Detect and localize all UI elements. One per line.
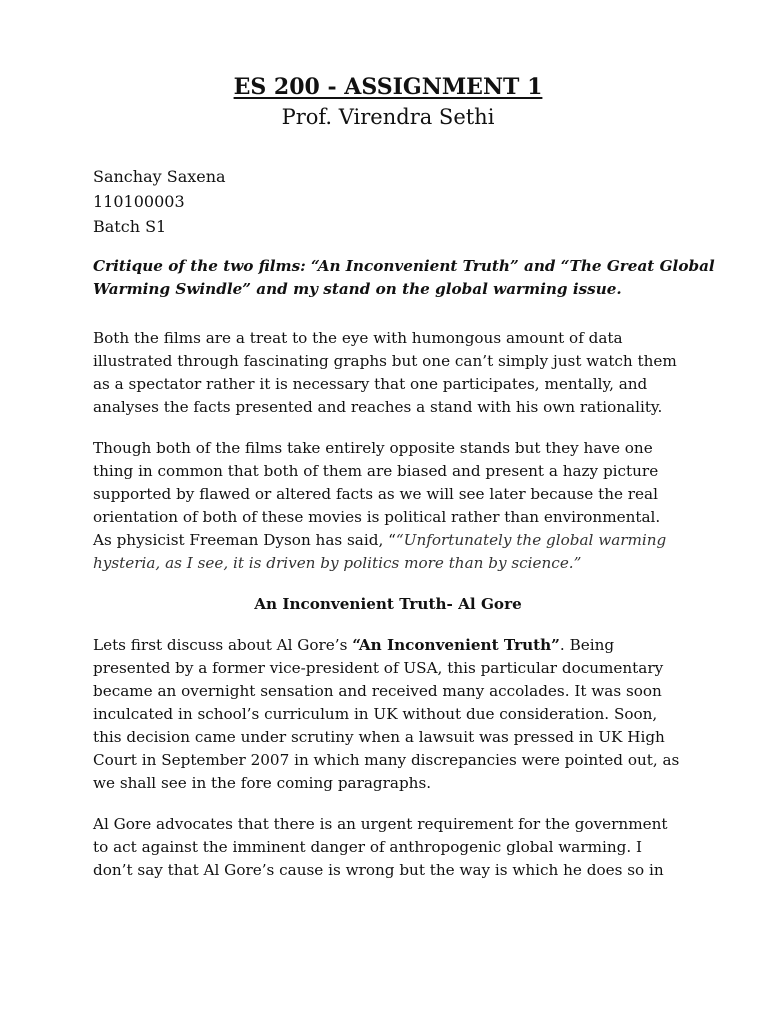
film-title: “An Inconvenient Truth” (352, 636, 560, 654)
text-line: Though both of the films take entirely opposite stands but they have one (93, 439, 653, 457)
student-batch: Batch S1 (93, 217, 167, 236)
critique-line: Warming Swindle” and my stand on the global warming issue. (93, 280, 622, 298)
student-name: Sanchay Saxena (93, 167, 226, 186)
student-roll-number: 110100003 (93, 192, 185, 211)
text-line: Court in September 2007 in which many discrepancies were pointed out, as (93, 751, 680, 769)
document-page (93, 72, 715, 900)
text-line: inculcated in school’s curriculum in UK without due consideration. Soon, (93, 705, 658, 723)
text-fragment: Lets first discuss about Al Gore’s (93, 636, 353, 654)
paragraph-al-gore-advocacy (93, 813, 683, 882)
text-line: became an overnight sensation and received many accolades. It was soon (93, 682, 662, 700)
dyson-quote-continued: hysteria, as I see, it is driven by politics more than by science.” (93, 554, 582, 572)
text-line: to act against the imminent danger of anthropogenic global warming. I (93, 838, 642, 856)
critique-heading (93, 255, 715, 301)
text-line: thing in common that both of them are biased and present a hazy picture (93, 462, 659, 480)
text-line: don’t say that Al Gore’s cause is wrong but the way is which he does so in (93, 861, 664, 879)
text-line: supported by flawed or altered facts as we will see later because the real (93, 485, 658, 503)
paragraph-al-gore-intro (93, 634, 683, 795)
text-line: analyses the facts presented and reaches a stand with his own rationality. (93, 398, 663, 416)
text-line: illustrated through fascinating graphs but one can’t simply just watch them (93, 352, 677, 370)
text-line: orientation of both of these movies is political rather than environmental. (93, 508, 661, 526)
text-fragment: . Being (559, 636, 615, 654)
text-line: as a spectator rather it is necessary that one participates, mentally, and (93, 375, 648, 393)
critique-line: Critique of the two films: “An Inconvenient Truth” and “The Great Global (93, 257, 715, 275)
professor-name: Prof. Virendra Sethi (281, 105, 495, 129)
student-info (93, 164, 683, 239)
text-line: Both the films are a treat to the eye with humongous amount of data (93, 329, 623, 347)
text-line: this decision came under scrutiny when a lawsuit was pressed in UK High (93, 728, 665, 746)
text-line: Al Gore advocates that there is an urgent requirement for the government (93, 815, 668, 833)
assignment-title: ES 200 - ASSIGNMENT 1 (233, 74, 543, 100)
section-heading: An Inconvenient Truth- Al Gore (254, 595, 522, 613)
paragraph-bias (93, 437, 683, 575)
dyson-quote: “Unfortunately the global warming (395, 531, 667, 549)
text-line: we shall see in the fore coming paragraphs. (93, 774, 432, 792)
text-line: presented by a former vice-president of USA, this particular documentary (93, 659, 664, 677)
quote-lead: As physicist Freeman Dyson has said, “ (93, 531, 396, 549)
paragraph-intro (93, 327, 683, 419)
